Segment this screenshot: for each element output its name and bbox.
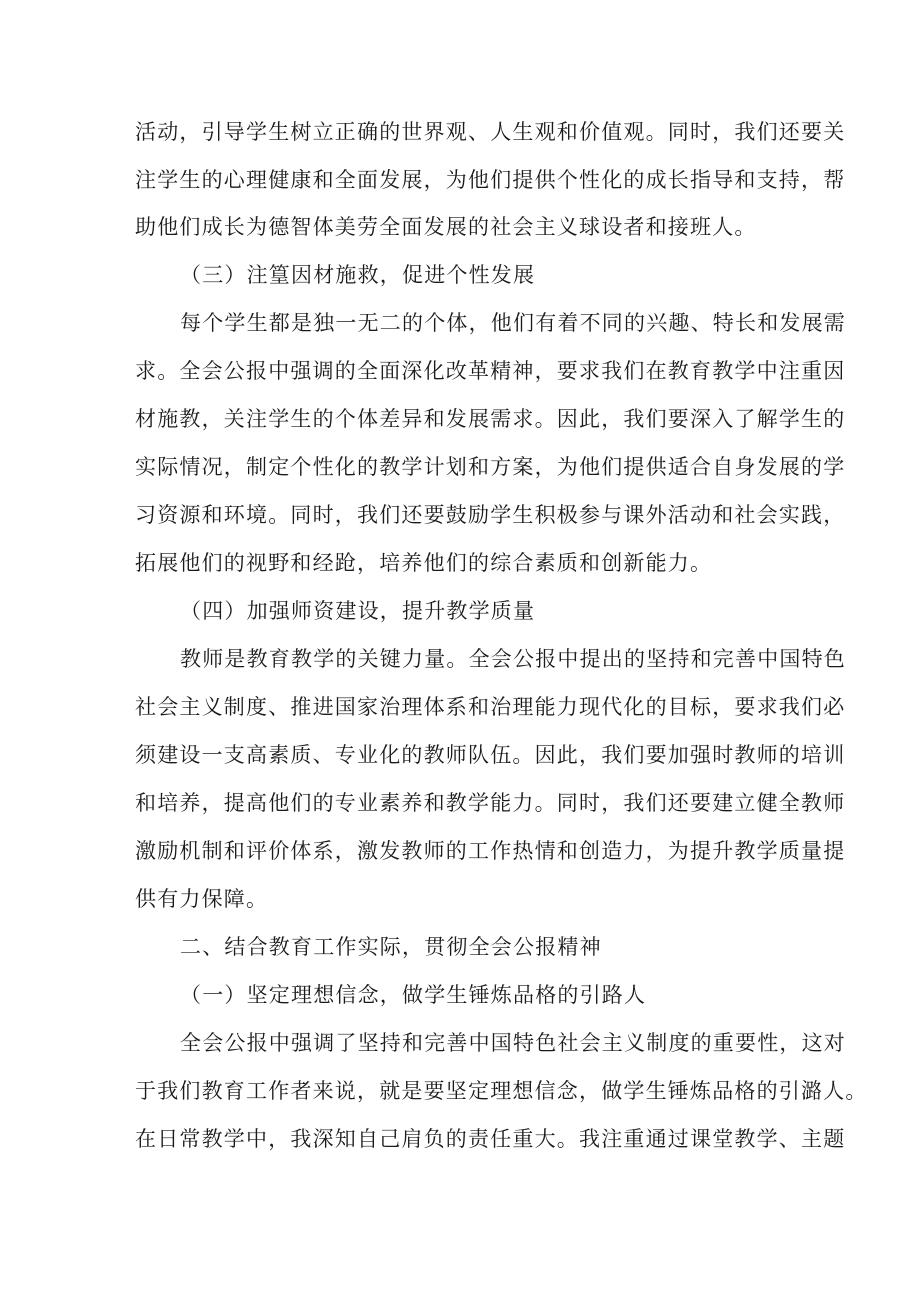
paragraph-line: 在日常教学中，我深知自己肩负的责任重大。我注重通过课堂教学、主题 <box>135 1127 846 1151</box>
paragraph-line: 活动，引导学生树立正确的世界观、人生观和价值观。同时，我们还要关 <box>135 120 846 144</box>
paragraph-line: 供有力保障。 <box>135 887 269 911</box>
paragraph-line: 拓展他们的视野和经跄，培养他们的综合素质和创新能力。 <box>135 551 713 575</box>
paragraph-line: 于我们教育工作者来说，就是要坚定理想信念，做学生锤炼品格的引潞人。 <box>135 1079 868 1103</box>
paragraph-line: 习资源和环境。同时，我们还要鼓励学生积极参与课外活动和社会实践， <box>135 503 846 527</box>
chapter-heading-2: 二、结合教育工作实际，贯彻全会公报精神 <box>180 935 602 959</box>
paragraph-line: 教师是教育教学的关键力量。全会公报中提出的坚持和完善中国特色 <box>180 647 846 671</box>
paragraph-line: 注学生的心理健康和全面发展，为他们提供个性化的成长指导和支持，帮 <box>135 168 846 192</box>
paragraph-line: 助他们成长为德智体美劳全面发展的社会主义球设者和接班人。 <box>135 215 757 239</box>
paragraph-line: 实际情况，制定个性化的教学计划和方案，为他们提供适合自身发展的学 <box>135 455 846 479</box>
section-heading-1: （一）坚定理想信念，做学生锤炼品格的引路人 <box>180 983 647 1007</box>
paragraph-line: 材施教，关注学生的个体差异和发展需求。因此，我们要深入了解学生的 <box>135 407 846 431</box>
paragraph-line: 每个学生都是独一无二的个体，他们有着不同的兴趣、特长和发展需 <box>180 311 846 335</box>
paragraph-line: 激励机制和评价体系，激发教师的工作热情和创造力，为提升教学质量提 <box>135 839 846 863</box>
paragraph-line: 社会主义制度、推进国家治理体系和治理能力现代化的目标，要求我们必 <box>135 695 846 719</box>
paragraph-line: 求。全会公报中强调的全面深化改革精神，要求我们在教育教学中注重因 <box>135 359 846 383</box>
paragraph-line: 须建设一支高素质、专业化的教师队伍。因此，我们要加强时教师的培训 <box>135 743 846 767</box>
section-heading-4: （四）加强师资建设，提升教学质量 <box>180 599 536 623</box>
section-heading-3: （三）注篁因材施救，促进个性发展 <box>180 263 536 287</box>
paragraph-line: 全会公报中强调了坚持和完善中国特色社会主义制度的重要性，这对 <box>180 1031 846 1055</box>
paragraph-line: 和培养，提高他们的专业素养和教学能力。同时，我们还要建立健全教师 <box>135 791 846 815</box>
